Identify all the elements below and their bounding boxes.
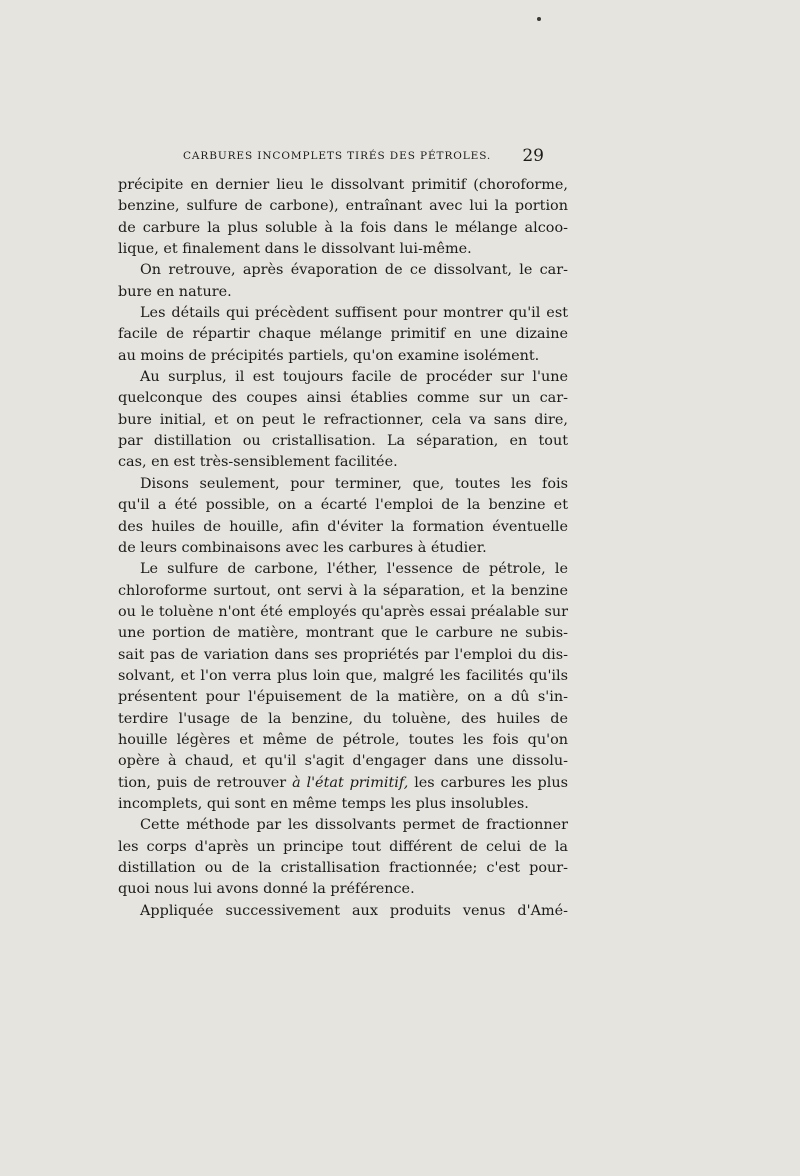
ink-speck <box>537 17 541 21</box>
text-line: présentent pour l'épuisement de la matière, on a dû s'in- <box>118 689 568 706</box>
text-line: ou le toluène n'ont été employés qu'après essai préalable sur <box>118 603 568 620</box>
italic-phrase: à l'état primitif, <box>292 774 409 791</box>
text-line: bure initial, et on peut le refractionner, cela va sans dire, <box>118 411 568 428</box>
text-line: bure en nature. <box>118 283 232 300</box>
text-line: quoi nous lui avons donné la préférence. <box>118 881 415 898</box>
paragraph-first-line: Les détails qui précèdent suffisent pour montrer qu'il est <box>140 305 568 322</box>
text-line: au moins de précipités partiels, qu'on examine isolément. <box>118 347 540 364</box>
text-line: des huiles de houille, afin d'éviter la formation éventuelle <box>118 518 568 535</box>
text-line: quelconque des coupes ainsi établies comme sur un car- <box>118 390 568 407</box>
text-line: de carbure la plus soluble à la fois dans le mélange alcoo- <box>118 219 568 236</box>
text-fragment: tion, puis de retrouver <box>118 774 287 791</box>
text-line: cas, en est très-sensiblement facilitée. <box>118 454 398 471</box>
text-line: chloroforme surtout, ont servi à la séparation, et la benzine <box>118 582 568 599</box>
text-line: lique, et finalement dans le dissolvant lui-même. <box>118 241 472 258</box>
body-text <box>118 175 568 922</box>
paragraph-first-line: Le sulfure de carbone, l'éther, l'essence de pétrole, le <box>140 561 568 578</box>
text-line: qu'il a été possible, on a écarté l'emploi de la benzine et <box>118 497 568 514</box>
paragraph-first-line: Au surplus, il est toujours facile de procéder sur l'une <box>140 369 568 386</box>
text-line: facile de répartir chaque mélange primitif en une dizaine <box>118 326 568 343</box>
text-line: benzine, sulfure de carbone), entraînant avec lui la portion <box>118 198 568 215</box>
text-line-with-italic <box>118 773 568 794</box>
text-line: distillation ou de la cristallisation fractionnée; c'est pour- <box>118 860 568 876</box>
text-line: précipite en dernier lieu le dissolvant primitif (choroforme, <box>118 177 568 193</box>
text-line: terdire l'usage de la benzine, du toluène, des huiles de <box>118 710 568 727</box>
text-line: incomplets, qui sont en même temps les plus insolubles. <box>118 795 529 812</box>
text-line: solvant, et l'on verra plus loin que, malgré les facilités qu'ils <box>118 667 568 684</box>
text-line: les corps d'après un principe tout différent de celui de la <box>118 838 568 855</box>
text-line: une portion de matière, montrant que le carbure ne subis- <box>118 625 568 642</box>
text-line: houille légères et même de pétrole, toutes les fois qu'on <box>118 731 568 748</box>
page-number: 29 <box>522 146 544 166</box>
running-head <box>183 146 548 168</box>
text-fragment: les carbures les plus <box>414 774 569 791</box>
text-line: opère à chaud, et qu'il s'agit d'engager dans une dissolu- <box>118 753 568 770</box>
paragraph-first-line: Cette méthode par les dissolvants permet de fractionner <box>140 817 568 834</box>
text-line: de leurs combinaisons avec les carbures à étudier. <box>118 539 487 556</box>
text-line: sait pas de variation dans ses propriétés par l'emploi du dis- <box>118 646 568 663</box>
paragraph-first-line: Appliquée successivement aux produits venus d'Amé- <box>140 902 568 919</box>
paragraph-first-line: On retrouve, après évaporation de ce dissolvant, le car- <box>140 262 568 279</box>
text-line: par distillation ou cristallisation. La séparation, en tout <box>118 433 568 450</box>
running-title: CARBURES INCOMPLETS TIRÉS DES PÉTROLES. <box>183 150 492 162</box>
paragraph-first-line: Disons seulement, pour terminer, que, toutes les fois <box>140 475 568 492</box>
